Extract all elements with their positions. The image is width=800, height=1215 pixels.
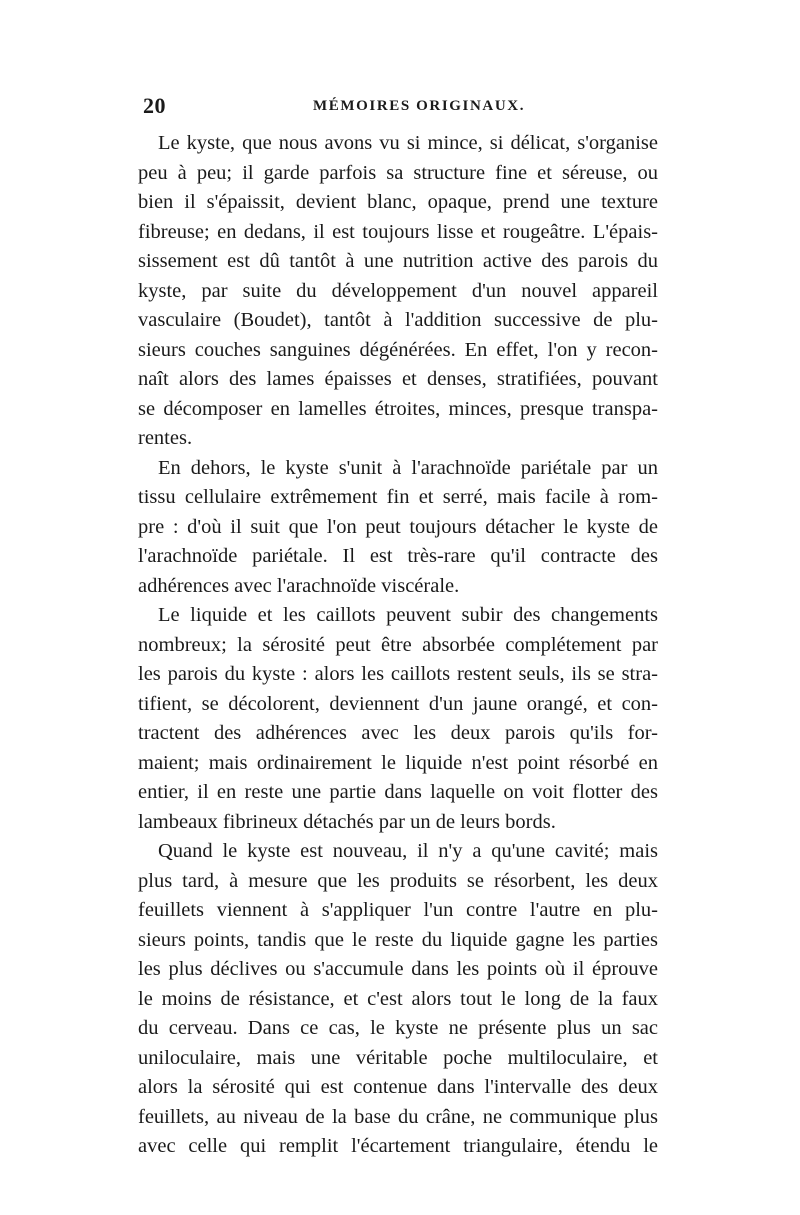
text-line: le moins de résistance, et c'est alors tout le long de la faux bbox=[138, 987, 658, 1010]
paragraph bbox=[138, 454, 658, 602]
text-line: alors la sérosité qui est contenue dans l'intervalle des deux bbox=[138, 1076, 658, 1098]
text-line: pre : d'où il suit que l'on peut toujours détacher le kyste de bbox=[138, 515, 658, 538]
text-line: adhérences avec l'arachnoïde viscérale. bbox=[138, 574, 460, 597]
text-line: sieurs points, tandis que le reste du liquide gagne les parties bbox=[138, 928, 658, 951]
text-line: lambeaux fibrineux détachés par un de leurs bords. bbox=[138, 810, 556, 833]
text-line: Le liquide et les caillots peuvent subir des changements bbox=[158, 604, 658, 626]
text-line: l'arachnoïde pariétale. Il est très-rare qu'il contracte des bbox=[138, 545, 658, 567]
text-line: maient; mais ordinairement le liquide n'est point résorbé en bbox=[138, 751, 658, 774]
text-line: les parois du kyste : alors les caillots restent seuls, ils se stra- bbox=[138, 663, 658, 685]
page-header bbox=[143, 93, 658, 123]
paragraph bbox=[138, 601, 658, 837]
text-line: sissement est dû tantôt à une nutrition active des parois du bbox=[138, 250, 658, 272]
paragraph bbox=[138, 129, 658, 454]
text-line: fibreuse; en dedans, il est toujours lisse et rougeâtre. L'épais- bbox=[138, 220, 658, 243]
text-line: plus tard, à mesure que les produits se résorbent, les deux bbox=[138, 869, 658, 892]
text-line: les plus déclives ou s'accumule dans les points où il éprouve bbox=[138, 958, 658, 980]
text-line: tractent des adhérences avec les deux parois qu'ils for- bbox=[138, 722, 658, 744]
text-line: tifient, se décolorent, deviennent d'un jaune orangé, et con- bbox=[138, 692, 658, 715]
text-line: du cerveau. Dans ce cas, le kyste ne présente plus un sac bbox=[138, 1017, 658, 1039]
text-line: se décomposer en lamelles étroites, minces, presque transpa- bbox=[138, 397, 658, 420]
text-line: Le kyste, que nous avons vu si mince, si délicat, s'organise bbox=[158, 132, 658, 154]
text-line: entier, il en reste une partie dans laquelle on voit flotter des bbox=[138, 781, 658, 803]
text-line: kyste, par suite du développement d'un nouvel appareil bbox=[138, 279, 658, 302]
text-line: uniloculaire, mais une véritable poche multiloculaire, et bbox=[138, 1046, 658, 1069]
text-line: nombreux; la sérosité peut être absorbée complétement par bbox=[138, 633, 658, 656]
text-line: avec celle qui remplit l'écartement triangulaire, étendu le bbox=[138, 1135, 658, 1157]
text-line: peu à peu; il garde parfois sa structure fine et séreuse, ou bbox=[138, 161, 658, 184]
running-title: MÉMOIRES ORIGINAUX. bbox=[313, 98, 526, 114]
text-line: Quand le kyste est nouveau, il n'y a qu'une cavité; mais bbox=[158, 840, 658, 862]
text-line: rentes. bbox=[138, 427, 193, 449]
text-line: tissu cellulaire extrêmement fin et serré, mais facile à rom- bbox=[138, 486, 658, 508]
text-line: naît alors des lames épaisses et denses, stratifiées, pouvant bbox=[138, 368, 658, 390]
text-line: bien il s'épaissit, devient blanc, opaque, prend une texture bbox=[138, 191, 658, 213]
text-line: feuillets viennent à s'appliquer l'un contre l'autre en plu- bbox=[138, 899, 658, 921]
text-line: sieurs couches sanguines dégénérées. En effet, l'on y recon- bbox=[138, 338, 658, 361]
text-line: feuillets, au niveau de la base du crâne, ne communique plus bbox=[138, 1105, 658, 1128]
text-line: En dehors, le kyste s'unit à l'arachnoïde pariétale par un bbox=[158, 456, 658, 479]
paragraph bbox=[138, 837, 658, 1162]
page-number: 20 bbox=[143, 93, 166, 118]
body-text bbox=[138, 129, 658, 1162]
text-line: vasculaire (Boudet), tantôt à l'addition successive de plu- bbox=[138, 309, 658, 331]
